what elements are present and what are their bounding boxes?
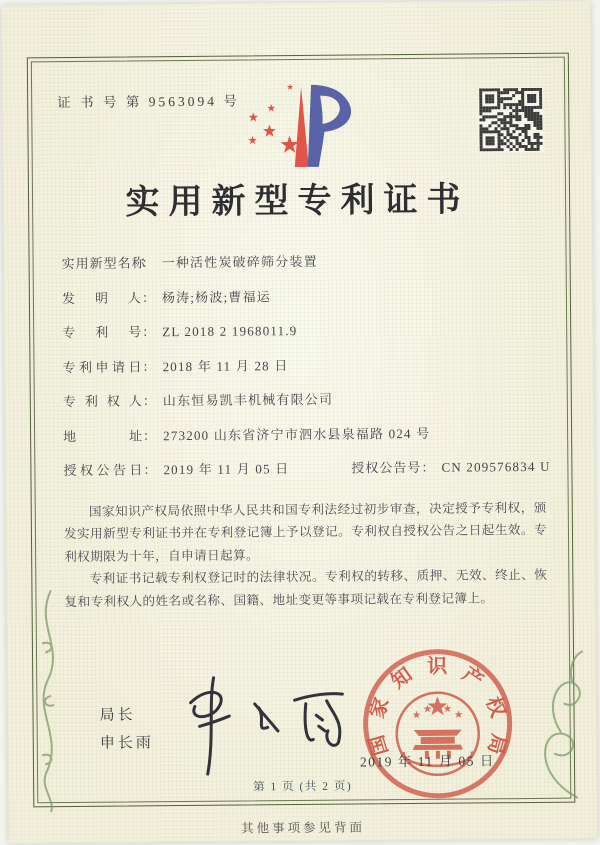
signatory-block <box>99 701 154 757</box>
field-label: 发明人 <box>61 289 142 306</box>
field-value: 273200 山东省济宁市泗水县泉福路 024 号 <box>163 425 431 443</box>
field-grant-date: 授权公告日： 2019 年 11 月 05 日 授权公告号： CN 209576834 U <box>63 458 551 479</box>
page-number: 第 1 页 (共 2 页) <box>253 780 353 794</box>
field-patentee: 专利权人： 山东恒易凯丰机械有限公司 <box>62 391 334 410</box>
field-value: 一种活性炭破碎筛分装置 <box>161 253 318 271</box>
field-value: 山东恒易凯丰机械有限公司 <box>162 391 334 409</box>
svg-text:局: 局 <box>483 731 510 757</box>
certificate-body-text <box>64 497 548 613</box>
field-list <box>62 249 550 495</box>
svg-text:识: 识 <box>427 655 448 678</box>
field-inventors: 发明人： 杨涛;杨波;曹福运 <box>61 288 272 306</box>
field-value: 2019 年 11 月 05 日 <box>163 461 290 478</box>
paragraph-grant: 国家知识产权局依照中华人民共和国专利法经过初步审查，决定授予专利权，颁发实用新型专利证书并在专利登记簿上予以登记。专利权自授权公告之日起生效。专利权期限为十年，自申请日起算。 <box>63 500 548 564</box>
reverse-side-note: 其他事项参见背面 <box>240 820 366 836</box>
svg-text:产: 产 <box>458 662 488 693</box>
qr-code-icon <box>478 87 544 153</box>
certificate-title: 实用新型专利证书 <box>125 181 470 222</box>
field-label: 专利申请日 <box>62 358 143 375</box>
field-grant-number: 授权公告号： CN 209576834 U <box>351 458 551 476</box>
field-label: 专利号 <box>62 324 143 341</box>
field-label: 地址 <box>63 427 144 444</box>
field-address: 地址： 273200 山东省济宁市泗水县泉福路 024 号 <box>63 425 431 444</box>
certificate-number: 证 书 号 第 9563094 号 <box>57 93 240 111</box>
svg-text:知: 知 <box>387 663 417 694</box>
svg-text:家: 家 <box>366 695 394 722</box>
field-value: 2018 年 11 月 28 日 <box>162 357 289 374</box>
field-value: 杨涛;杨波;曹福运 <box>161 288 272 305</box>
cnipa-logo-icon <box>240 76 367 173</box>
field-value: ZL 2018 2 1968011.9 <box>162 323 298 340</box>
field-label: 专利权人 <box>62 393 143 410</box>
field-label: 实用新型名称 <box>61 255 146 272</box>
signatory-name: 申长雨 <box>99 735 154 752</box>
field-patent-number: 专利号： ZL 2018 2 1968011.9 <box>62 323 298 341</box>
field-label: 授权公告日 <box>63 462 144 479</box>
seal-date: 2019 年 11 月 05 日 <box>359 753 495 770</box>
svg-text:权: 权 <box>481 693 509 721</box>
commissioner-signature-icon <box>173 665 368 783</box>
svg-text:国: 国 <box>365 732 393 758</box>
field-filing-date: 专利申请日： 2018 年 11 月 28 日 <box>62 357 289 375</box>
paragraph-register: 专利证书记载专利权登记时的法律状况。专利权的转移、质押、无效、终止、恢复和专利权人的姓名或名称、国籍、地址变更等事项记载在专利登记簿上。 <box>64 568 548 609</box>
field-name: 实用新型名称： 一种活性炭破碎筛分装置 <box>61 253 318 272</box>
signatory-title: 局长 <box>99 707 136 724</box>
certificate-page <box>1 0 597 843</box>
